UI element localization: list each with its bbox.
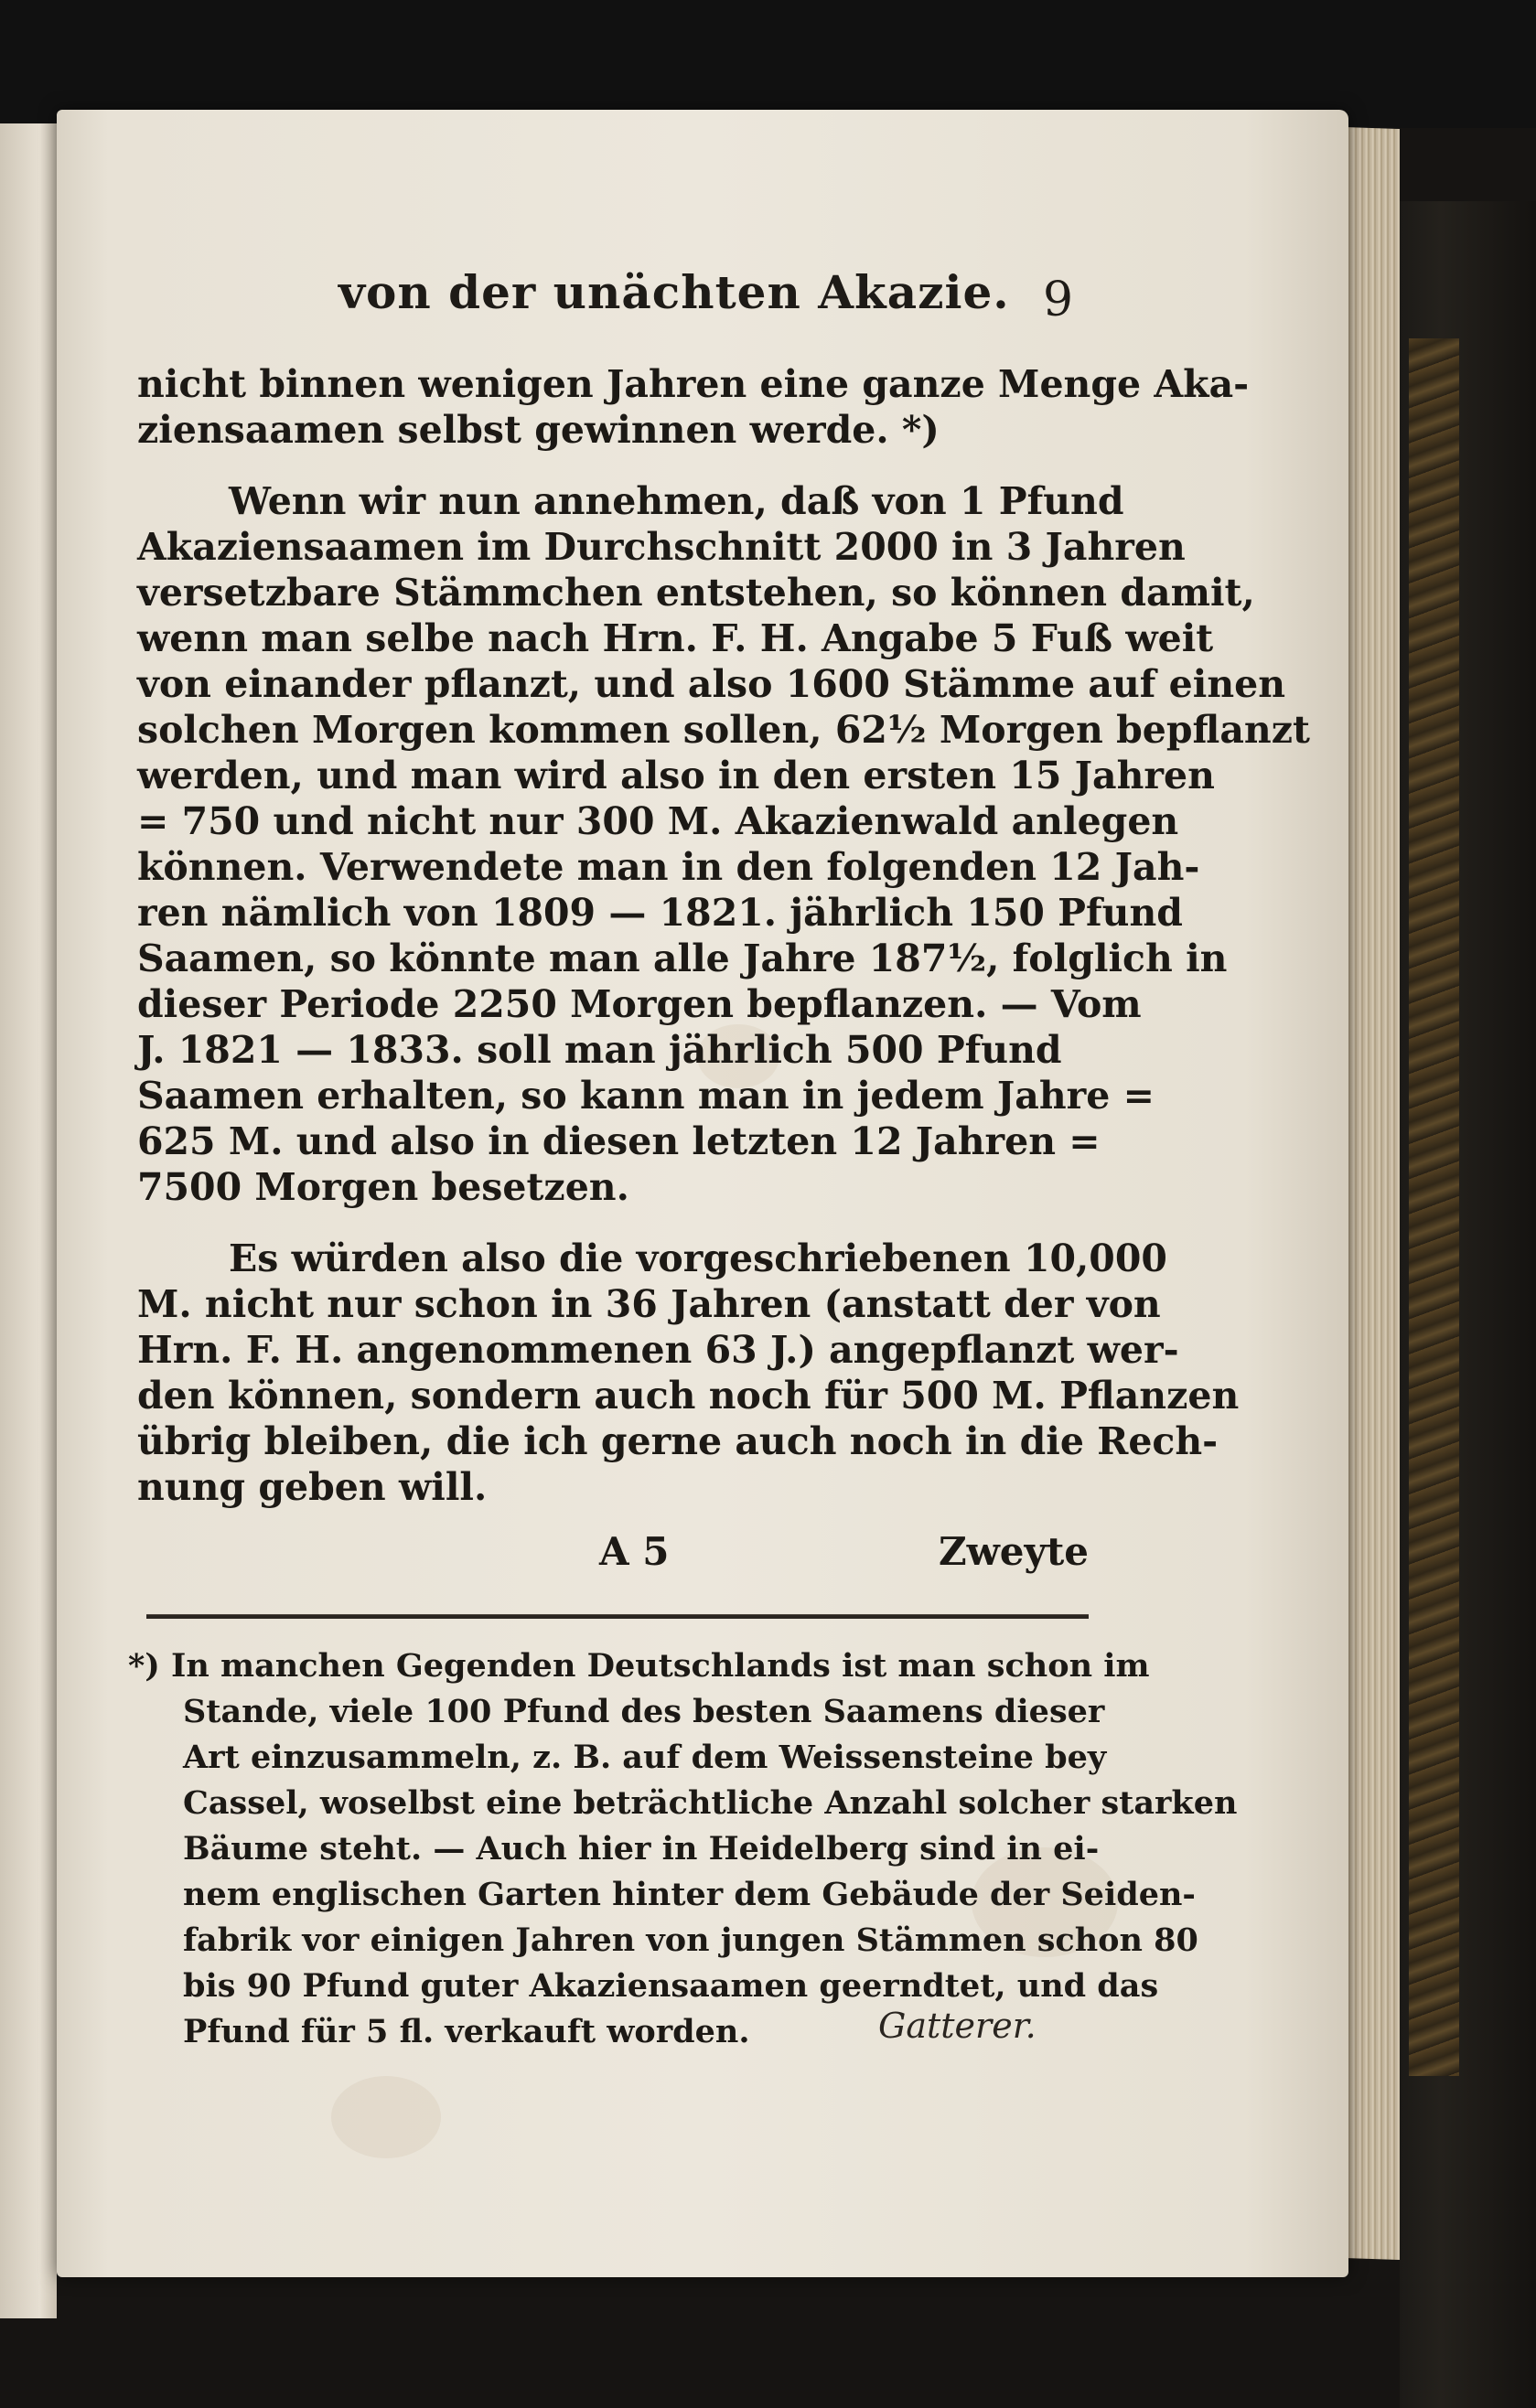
- footnote-signature: Gatterer.: [878, 2006, 1037, 2046]
- text-line: solchen Morgen kommen sollen, 62½ Morgen bepflanzt: [137, 708, 1310, 752]
- paper-stain: [331, 2076, 441, 2158]
- text-line: = 750 und nicht nur 300 M. Akazienwald anlegen: [137, 799, 1179, 843]
- page-block-edge: [1345, 127, 1400, 2260]
- background-top: [0, 0, 1536, 128]
- text-line: dieser Periode 2250 Morgen bepflanzen. — Vom: [137, 982, 1142, 1026]
- text-line: J. 1821 — 1833. soll man jährlich 500 Pfund: [137, 1028, 1062, 1072]
- text-line: M. nicht nur schon in 36 Jahren (anstatt der von: [137, 1282, 1161, 1326]
- running-head: [338, 265, 1089, 338]
- text-line: ziensaamen selbst gewinnen werde. *): [137, 408, 940, 452]
- footnote-line: Bäume steht. — Auch hier in Heidelberg sind in ei-: [183, 1830, 1100, 1868]
- facing-page-edge: [0, 123, 57, 2318]
- footnote-line: Cassel, woselbst eine beträchtliche Anzahl solcher starken: [183, 1784, 1238, 1822]
- text-line: Hrn. F. H. angenommenen 63 J.) angepflanzt wer-: [137, 1328, 1179, 1372]
- text-line: ren nämlich von 1809 — 1821. jährlich 150 Pfund: [137, 891, 1183, 935]
- text-line: Es würden also die vorgeschriebenen 10,000: [229, 1236, 1167, 1280]
- marbled-cover-edge: [1409, 338, 1459, 2076]
- text-line: nicht binnen wenigen Jahren eine ganze Menge Aka-: [137, 362, 1250, 406]
- footnote-line: fabrik vor einigen Jahren von jungen Stämmen schon 80: [183, 1921, 1198, 1959]
- text-line: Saamen, so könnte man alle Jahre 187½, folglich in: [137, 936, 1228, 980]
- text-line: Saamen erhalten, so kann man in jedem Jahre =: [137, 1074, 1155, 1118]
- text-line: 625 M. und also in diesen letzten 12 Jahren =: [137, 1119, 1101, 1163]
- footnote-line: Pfund für 5 fl. verkauft worden.: [183, 2013, 750, 2050]
- footnote-line: bis 90 Pfund guter Akaziensaamen geerndtet, und das: [183, 1967, 1159, 2005]
- text-line: versetzbare Stämmchen entstehen, so können damit,: [137, 571, 1255, 615]
- catch-row: [137, 1529, 1089, 1579]
- footnote-rule: [146, 1614, 1089, 1619]
- footnote-line: nem englischen Garten hinter dem Gebäude der Seiden-: [183, 1876, 1196, 1913]
- text-line: können. Verwendete man in den folgenden 12 Jah-: [137, 845, 1200, 889]
- text-line: Wenn wir nun annehmen, daß von 1 Pfund: [229, 479, 1124, 523]
- footnote-line: Stande, viele 100 Pfund des besten Saamens dieser: [183, 1693, 1105, 1730]
- footnote-line: *) In manchen Gegenden Deutschlands ist man schon im: [128, 1647, 1150, 1685]
- catchword: Zweyte: [938, 1529, 1089, 1574]
- running-title: von der unächten Akazie.: [338, 265, 1010, 319]
- footnote-line: Art einzusammeln, z. B. auf dem Weissensteine bey: [183, 1739, 1107, 1776]
- text-line: nung geben will.: [137, 1465, 488, 1509]
- text-line: wenn man selbe nach Hrn. F. H. Angabe 5 Fuß weit: [137, 616, 1214, 660]
- signature-mark: A 5: [599, 1529, 670, 1574]
- text-line: 7500 Morgen besetzen.: [137, 1165, 629, 1209]
- text-line: werden, und man wird also in den ersten 15 Jahren: [137, 754, 1215, 797]
- text-line: den können, sondern auch noch für 500 M. Pflanzen: [137, 1374, 1240, 1418]
- page-number: 9: [1043, 273, 1074, 327]
- body-text: [137, 361, 1310, 1510]
- footnote: [128, 1646, 1238, 2058]
- text-line: übrig bleiben, die ich gerne auch noch in die Rech-: [137, 1419, 1219, 1463]
- text-line: Akaziensaamen im Durchschnitt 2000 in 3 Jahren: [137, 525, 1186, 569]
- text-line: von einander pflanzt, und also 1600 Stämme auf einen: [137, 662, 1286, 706]
